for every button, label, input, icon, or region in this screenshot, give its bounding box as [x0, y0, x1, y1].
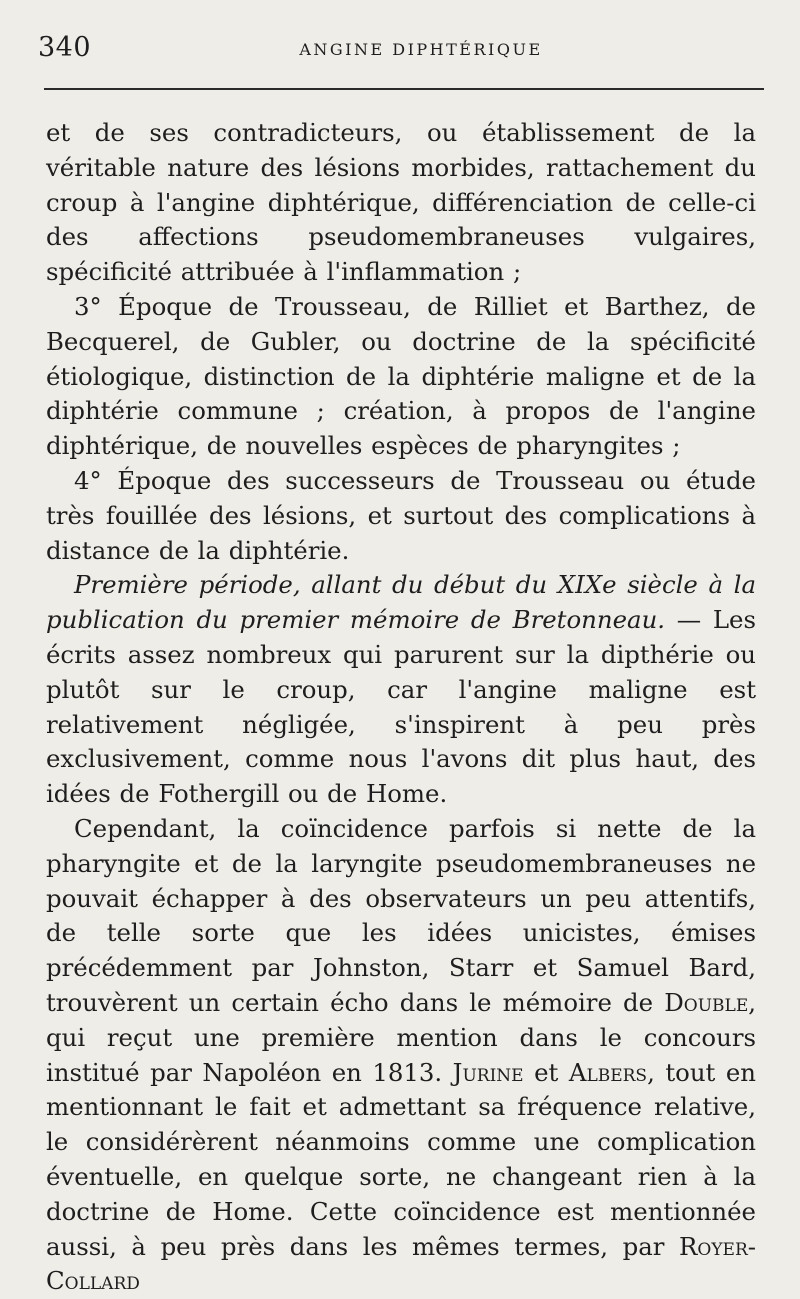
- paragraph-1: et de ses contradicteurs, ou établissement de la véritable nature des lésions morbides, rattachement du croup à l'angine diphtérique, différenciation de celle-ci des affections pseudomembraneuses vulgaires, spécificité attribuée à l'inflammation ;: [46, 118, 756, 287]
- paragraph-5-text-4: , tout en mentionnant le fait et admettant sa fréquence relative, le considérèrent néanmoins comme une complication éventuelle, en quelque sorte, ne changeant rien à la doctrine de Home. Cette coïncidence est mentionnée aussi, à peu près dans les mêmes termes, par: [46, 1057, 756, 1261]
- paragraph-2: 3° Époque de Trousseau, de Rilliet et Barthez, de Becquerel, de Gubler, ou doctrine de la spécificité étiologique, distinction de la diphtérie maligne et de la diphtérie commune ; création, à propos de l'angine diphtérique, de nouvelles espèces de pharyngites ;: [46, 291, 756, 461]
- author-name: Albers: [568, 1057, 648, 1087]
- author-name: Double: [664, 987, 749, 1017]
- author-name: Royer-Collard: [46, 1231, 756, 1296]
- paragraph-5: [46, 812, 756, 1299]
- running-title: ANGINE DIPHTÉRIQUE: [299, 40, 543, 59]
- paragraph-3: 4° Époque des successeurs de Trousseau ou étude très fouillée des lésions, et surtout des complications à distance de la diphtérie.: [46, 465, 756, 565]
- author-name: Jurine: [452, 1057, 524, 1087]
- paragraph-4-text: — Les écrits assez nombreux qui parurent sur la dipthérie ou plutôt sur le croup, car l'angine maligne est relativement négligée, s'inspirent à peu près exclusivement, comme nous l'avons dit plus haut, des idées de Fothergill ou de Home.: [46, 605, 756, 809]
- paragraph-5-text-3: et: [523, 1057, 569, 1087]
- page-header: [38, 28, 756, 72]
- paragraph-5-text-1: Cependant, la coïncidence parfois si nette de la pharyngite et de la laryngite pseudomembraneuses ne pouvait échapper à des observateurs un peu attentifs, de telle sorte que les idées unicistes, émises précédemment par Johnston, Starr et Samuel Bard, trouvèrent un certain écho dans le mémoire de: [46, 813, 756, 1017]
- header-rule: [44, 88, 764, 90]
- paragraph-4: [46, 568, 756, 812]
- page-number: 340: [38, 32, 92, 63]
- body-text: [46, 116, 756, 1299]
- period-heading: Première période, allant du début du XIXe siècle à la publication du premier mémoire de Bretonneau.: [46, 570, 756, 635]
- paragraph-5-text-2: , qui reçut une première mention dans le concours institué par Napoléon en 1813.: [46, 987, 756, 1087]
